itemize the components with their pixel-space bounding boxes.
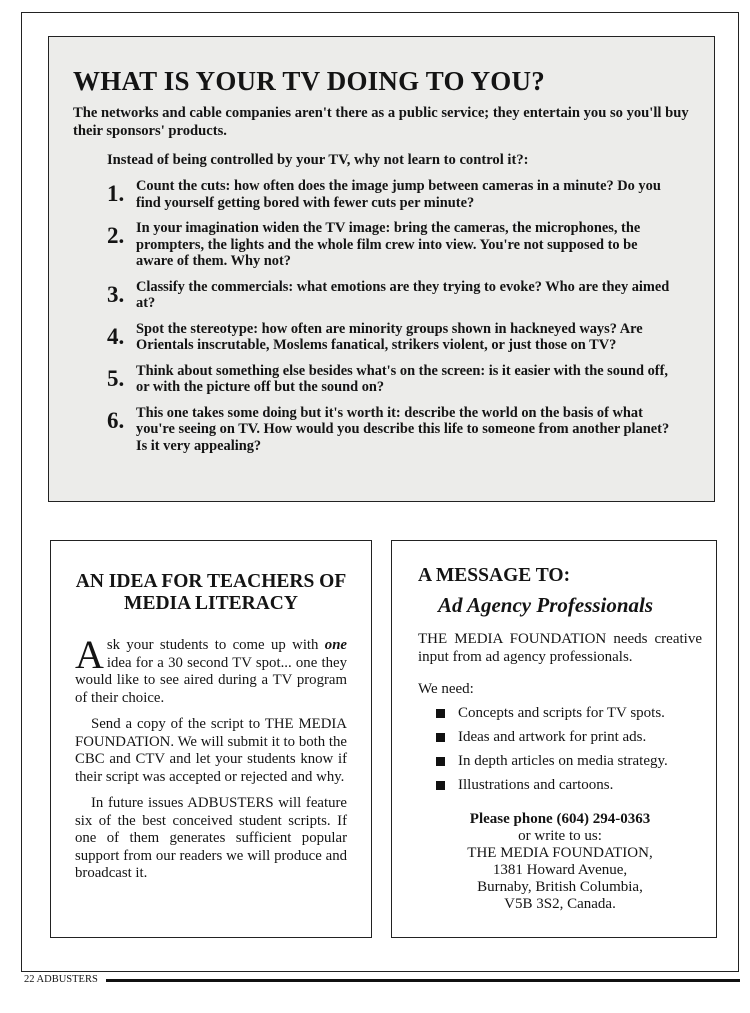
footer-page-label: 22 ADBUSTERS xyxy=(24,974,98,985)
tip-item xyxy=(73,405,698,455)
footer-rule xyxy=(106,979,740,982)
paragraph-text: idea for a 30 second TV spot... one they would like to see aired during a TV program of their choice. xyxy=(75,654,347,706)
tv-section-lead: Instead of being controlled by your TV, why not learn to control it?: xyxy=(107,152,529,168)
tip-item xyxy=(73,279,698,312)
need-item xyxy=(418,776,702,794)
message-intro: THE MEDIA FOUNDATION needs creative input from ad agency professionals. xyxy=(418,631,702,665)
tip-text: This one takes some doing but it's worth it: describe the world on the basis of what you're seeing on TV. How would you describe this life to someone from another planet? Is it very appealing? xyxy=(136,404,670,454)
tv-tips-box xyxy=(48,36,715,502)
teachers-paragraph-3: In future issues ADBUSTERS will feature six of the best conceived student scripts. If one of them generates sufficient popular support from our readers we will produce and broadcast it. xyxy=(75,795,347,881)
need-text: In depth articles on media strategy. xyxy=(458,753,668,769)
tip-number: 6. xyxy=(107,407,125,433)
tip-text: Spot the stereotype: how often are minority groups shown in hackneyed ways? Are Orientals inscrutable, Moslems fanatical, strikers violent, or just those on TV? xyxy=(136,320,643,353)
contact-block xyxy=(418,810,702,913)
needs-list xyxy=(418,704,702,794)
contact-line: 1381 Howard Avenue, xyxy=(492,862,628,878)
teachers-paragraph-1 xyxy=(75,632,347,707)
tip-number: 4. xyxy=(107,323,125,349)
paragraph-text: sk your students to come up with xyxy=(106,637,325,653)
tip-text: Count the cuts: how often does the image jump between cameras in a minute? Do you find yourself getting bored with fewer cuts per minute? xyxy=(136,178,661,211)
message-panel xyxy=(391,540,717,938)
tip-text: Think about something else besides what's on the screen: is it easier with the sound off, or with the picture off but the sound on? xyxy=(136,362,668,395)
square-bullet-icon xyxy=(436,757,445,766)
tip-item xyxy=(73,220,698,270)
need-text: Illustrations and cartoons. xyxy=(458,777,614,793)
teachers-paragraph-2: Send a copy of the script to THE MEDIA FOUNDATION. We will submit it to both the CBC and CTV and let your students know if their script was accepted or rejected and why. xyxy=(75,716,347,785)
tip-text: Classify the commercials: what emotions are they trying to evoke? Who are they aimed at? xyxy=(136,278,670,311)
teachers-panel-title: AN IDEA FOR TEACHERS OF MEDIA LITERACY xyxy=(75,571,347,614)
teachers-panel xyxy=(50,540,372,938)
tv-section-intro: The networks and cable companies aren't there as a public service; they entertain you so you'll buy their sponsors' products. xyxy=(73,105,689,139)
need-text: Ideas and artwork for print ads. xyxy=(458,729,647,745)
contact-line: V5B 3S2, Canada. xyxy=(504,896,616,912)
square-bullet-icon xyxy=(436,733,445,742)
drop-cap: A xyxy=(75,632,104,677)
tip-item xyxy=(73,321,698,354)
square-bullet-icon xyxy=(436,781,445,790)
need-item xyxy=(418,728,702,746)
contact-line: Burnaby, British Columbia, xyxy=(477,879,643,895)
message-heading: A MESSAGE TO: xyxy=(418,565,571,586)
needs-label: We need: xyxy=(418,681,474,697)
tv-section-title: WHAT IS YOUR TV DOING TO YOU? xyxy=(73,66,545,96)
need-text: Concepts and scripts for TV spots. xyxy=(458,705,665,721)
tips-list xyxy=(73,178,698,454)
emphasis-text: one xyxy=(324,637,347,653)
square-bullet-icon xyxy=(436,709,445,718)
contact-line: or write to us: xyxy=(518,828,602,844)
phone-line: Please phone (604) 294-0363 xyxy=(469,811,651,827)
tip-text: In your imagination widen the TV image: bring the cameras, the microphones, the prompters, the lights and the whole film crew into view. You're not supposed to be aware of them. Why not? xyxy=(136,220,641,269)
tip-number: 5. xyxy=(107,365,125,391)
contact-line: THE MEDIA FOUNDATION, xyxy=(467,845,653,861)
tip-number: 1. xyxy=(107,181,125,206)
need-item xyxy=(418,752,702,770)
tip-number: 3. xyxy=(107,281,125,307)
tip-item xyxy=(73,178,698,211)
need-item xyxy=(418,704,702,722)
tip-item xyxy=(73,363,698,396)
message-subheading: Ad Agency Professionals xyxy=(438,593,654,617)
tip-number: 2. xyxy=(107,223,125,248)
